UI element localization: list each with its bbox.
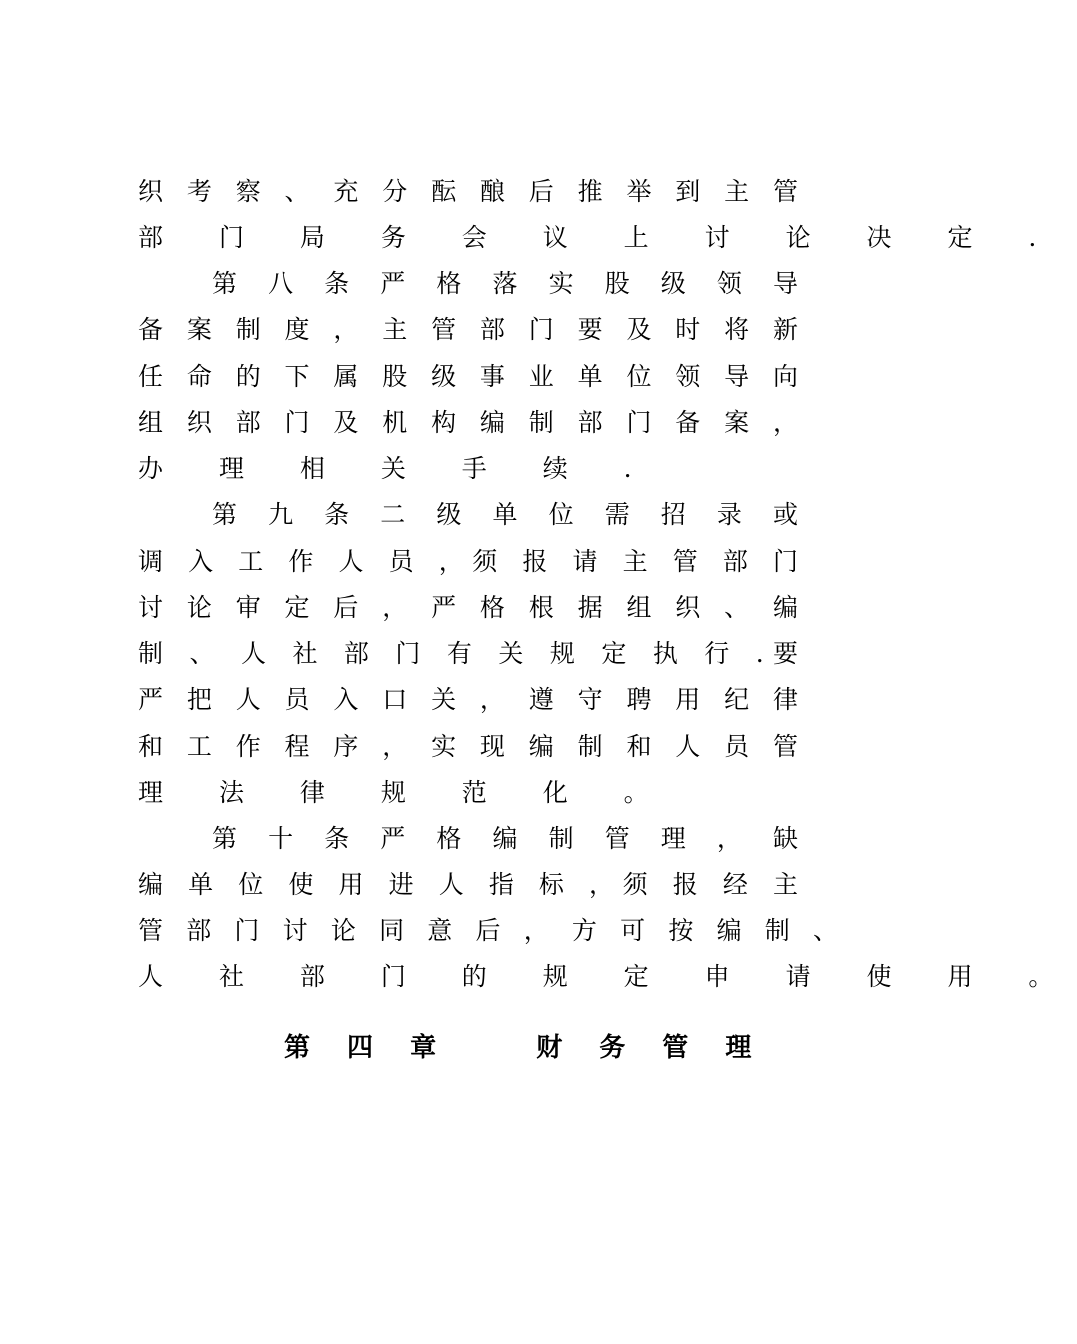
text-line-18: 人 社 部 门 的 规 定 申 请 使 用 。 bbox=[138, 962, 1077, 991]
text-line-6: 组 织 部 门 及 机 构 编 制 部 门 备 案 ， bbox=[138, 408, 798, 437]
text-line-11: 制 、 人 社 部 门 有 关 规 定 执 行 .要 bbox=[138, 639, 798, 668]
text-line-9: 调 入 工 作 人 员 ，须 报 请 主 管 部 门 bbox=[138, 547, 798, 576]
article-9-heading-line: 第 九 条 二 级 单 位 需 招 录 或 bbox=[212, 500, 798, 529]
chapter-heading: 第 四 章 财 务 管 理 bbox=[284, 1033, 766, 1063]
text-line-2: 部 门 局 务 会 议 上 讨 论 决 定 . bbox=[138, 223, 1061, 252]
text-line-14: 理 法 律 规 范 化 。 bbox=[138, 778, 673, 807]
text-line-1: 织 考 察 、 充 分 酝 酿 后 推 举 到 主 管 bbox=[138, 177, 798, 206]
text-line-10: 讨 论 审 定 后 ， 严 格 根 据 组 织 、 编 bbox=[138, 593, 798, 622]
article-10-heading-line: 第 十 条 严 格 编 制 管 理 ， 缺 bbox=[212, 824, 798, 853]
article-8-heading-line: 第 八 条 严 格 落 实 股 级 领 导 bbox=[212, 269, 798, 298]
text-line-5: 任 命 的 下 属 股 级 事 业 单 位 领 导 向 bbox=[138, 362, 798, 391]
text-line-4: 备 案 制 度 ， 主 管 部 门 要 及 时 将 新 bbox=[138, 315, 798, 344]
text-line-12: 严 把 人 员 入 口 关 ， 遵 守 聘 用 纪 律 bbox=[138, 685, 798, 714]
text-line-7: 办 理 相 关 手 续 . bbox=[138, 454, 656, 483]
text-line-16: 编 单 位 使 用 进 人 指 标 ，须 报 经 主 bbox=[138, 870, 798, 899]
text-line-17: 管 部 门 讨 论 同 意 后 ， 方 可 按 编 制 、 bbox=[138, 916, 838, 945]
text-line-13: 和 工 作 程 序 ， 实 现 编 制 和 人 员 管 bbox=[138, 732, 798, 761]
